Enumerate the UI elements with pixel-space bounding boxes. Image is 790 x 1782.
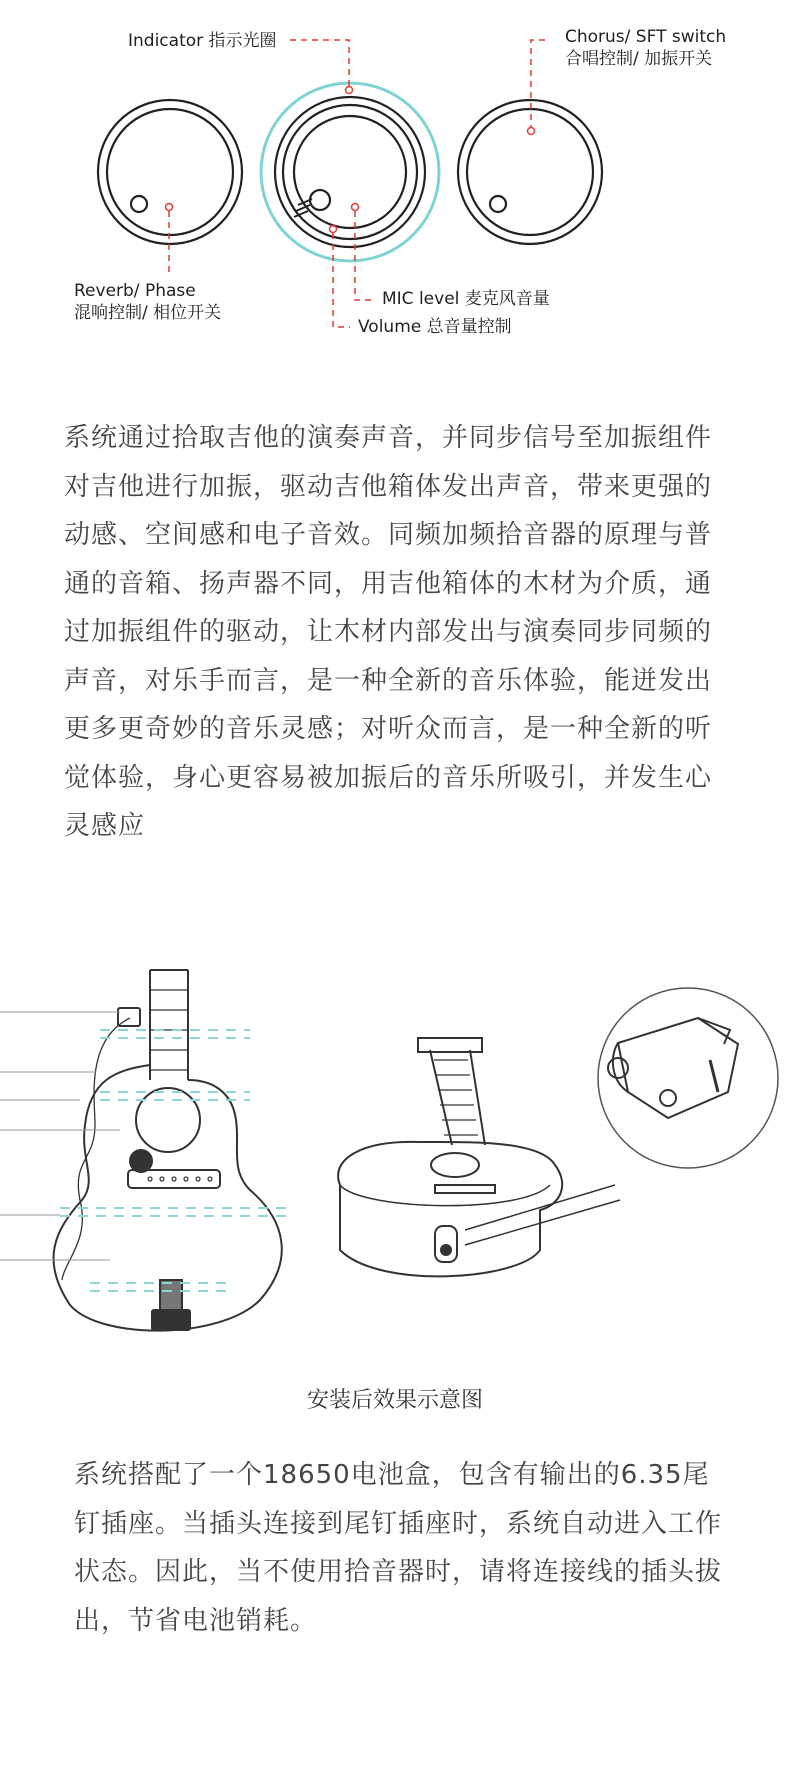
vibration-lines [60, 1030, 290, 1291]
description-paragraph: 系统通过拾取吉他的演奏声音，并同步信号至加振组件对吉他进行加振，驱动吉他箱体发出声音，带来更强的动感、空间感和电子音效。同频加频拾音器的原理与普通的音箱、扬声器不同，用吉他箱体的木材为介质，通过加振组件的驱动，让木材内部发出与演奏同步同频的声音，对乐手而言，是一种全新的音乐体验，能迸发出更多更奇妙的音乐灵感；对听众而言，是一种全新的听觉体验，身心更容易被加振后的音乐所吸引，并发生心灵感应 [64, 423, 713, 841]
indicator-label: Indicator 指示光圈 [128, 31, 277, 51]
guitar-front-view [0, 970, 282, 1331]
volume-knob [261, 83, 439, 261]
mic-level-label: MIC level 麦克风音量 [382, 289, 550, 309]
reverb-knob [98, 100, 242, 244]
reverb-label-cn: 混响控制/ 相位开关 [74, 303, 222, 323]
guitar-installation-diagram [0, 960, 790, 1340]
chorus-label-cn: 合唱控制/ 加振开关 [565, 49, 713, 69]
battery-paragraph: 系统搭配了一个18650电池盒，包含有输出的6.35尾钉插座。当插头连接到尾钉插座时，系统自动进入工作状态。因此，当不使用拾音器时，请将连接线的插头拔出，节省电池销耗。 [74, 1460, 723, 1636]
reverb-label: Reverb/ Phase [74, 281, 196, 301]
volume-label: Volume 总音量控制 [358, 317, 512, 337]
chorus-label: Chorus/ SFT switch [565, 27, 727, 47]
guitar-perspective-view [338, 1038, 620, 1276]
chorus-knob [458, 100, 602, 244]
battery-box-zoom [598, 988, 778, 1168]
diagram-caption: 安装后效果示意图 [306, 1388, 483, 1413]
